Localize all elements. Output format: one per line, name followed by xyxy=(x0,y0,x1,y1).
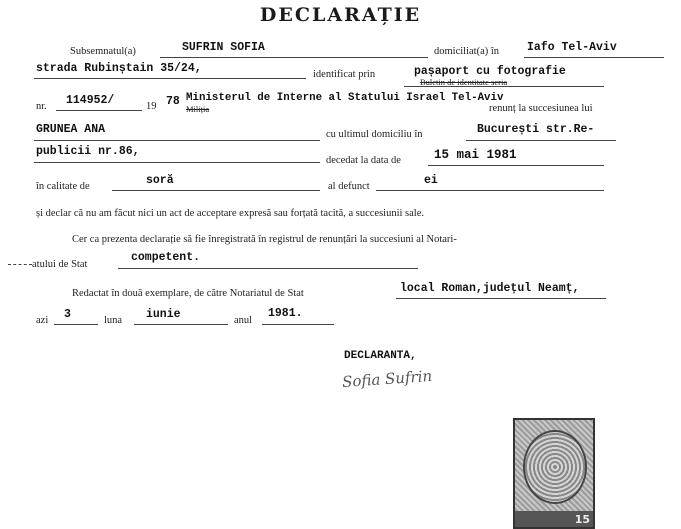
day: 3 xyxy=(64,308,71,321)
year-signed: 1981. xyxy=(268,307,303,320)
death-date: 15 mai 1981 xyxy=(434,148,517,162)
underline-address-cont xyxy=(34,162,320,163)
signature-label: DECLARANTA, xyxy=(344,350,417,362)
declarant-city: Iafo Tel-Aviv xyxy=(527,41,617,54)
stamp-value: 15 xyxy=(574,513,590,526)
underline-month xyxy=(134,324,228,325)
registration-request: Cer ca prezenta declarație să fie înregistrată în registrul de renunțări la succesiuni al Notari- xyxy=(72,234,457,245)
handwritten-signature: Sofia Sufrin xyxy=(341,366,433,392)
underline-year xyxy=(262,324,334,325)
label-azi: azi xyxy=(36,315,49,326)
printed-militia-struck: Miliția xyxy=(186,104,210,114)
label-defunct: al defunct xyxy=(328,181,370,192)
label-luna: luna xyxy=(104,315,123,326)
underline-day xyxy=(54,324,98,325)
identity-document: pașaport cu fotografie xyxy=(414,65,566,78)
month: iunie xyxy=(146,308,181,321)
label-renunt: renunț la succesiunea lui xyxy=(489,103,593,114)
declaration-statement: și declar că nu am făcut nici un act de acceptare expresă sau forțată tacită, a succesiunii sale. xyxy=(36,208,425,219)
competent-notary: competent. xyxy=(131,251,201,264)
label-ultimul-domiciliu: cu ultimul domiciliu în xyxy=(326,129,423,140)
deceased-name: GRUNEA ANA xyxy=(36,123,106,136)
declarant-street: strada Rubinștain 35/24, xyxy=(36,62,202,75)
label-anul: anul xyxy=(234,315,253,326)
relation: soră xyxy=(146,174,174,187)
document-number: 114952/ xyxy=(66,94,115,107)
document-title: DECLARAȚIE xyxy=(259,4,422,26)
label-decedat: decedat la data de xyxy=(326,155,401,166)
underline-city xyxy=(524,57,664,58)
stamp-emblem-icon xyxy=(523,430,587,504)
underline-death-date xyxy=(428,165,604,166)
label-redactat: Redactat în două exemplare, de către Notariatul de Stat xyxy=(72,288,304,299)
margin-dash xyxy=(8,264,32,265)
label-notariat-stat: atului de Stat xyxy=(32,259,88,270)
underline-notary xyxy=(118,268,418,269)
printed-id-type-struck: Buletin de identitate seria xyxy=(420,77,508,87)
underline-id xyxy=(404,86,604,87)
underline-deceased xyxy=(34,140,320,141)
declarant-name: SUFRIN SOFIA xyxy=(182,41,265,54)
last-domicile: București str.Re- xyxy=(477,123,595,136)
underline-defunct xyxy=(376,190,604,191)
label-year-prefix: 19 xyxy=(146,101,157,112)
address-continuation: publicii nr.86, xyxy=(36,145,140,158)
underline-last-domicile xyxy=(466,140,616,141)
underline-name xyxy=(160,57,428,58)
local-notary: local Roman,județul Neamț, xyxy=(400,282,580,295)
underline-doc-number xyxy=(56,110,142,111)
label-identificat: identificat prin xyxy=(313,69,376,80)
label-subsemnatul: Subsemnatul(a) xyxy=(70,46,136,57)
document-year: 78 xyxy=(166,95,180,108)
label-calitate: în calitate de xyxy=(36,181,90,192)
label-nr: nr. xyxy=(36,101,47,112)
defunct-suffix: ei xyxy=(424,174,438,187)
revenue-stamp xyxy=(513,418,595,529)
underline-street xyxy=(34,78,306,79)
underline-relation xyxy=(112,190,320,191)
underline-local-notary xyxy=(396,298,606,299)
label-domiciliat: domiciliat(a) în xyxy=(434,46,500,57)
issuing-authority: Ministerul de Interne al Statului Israel Tel-Aviv xyxy=(186,92,504,104)
